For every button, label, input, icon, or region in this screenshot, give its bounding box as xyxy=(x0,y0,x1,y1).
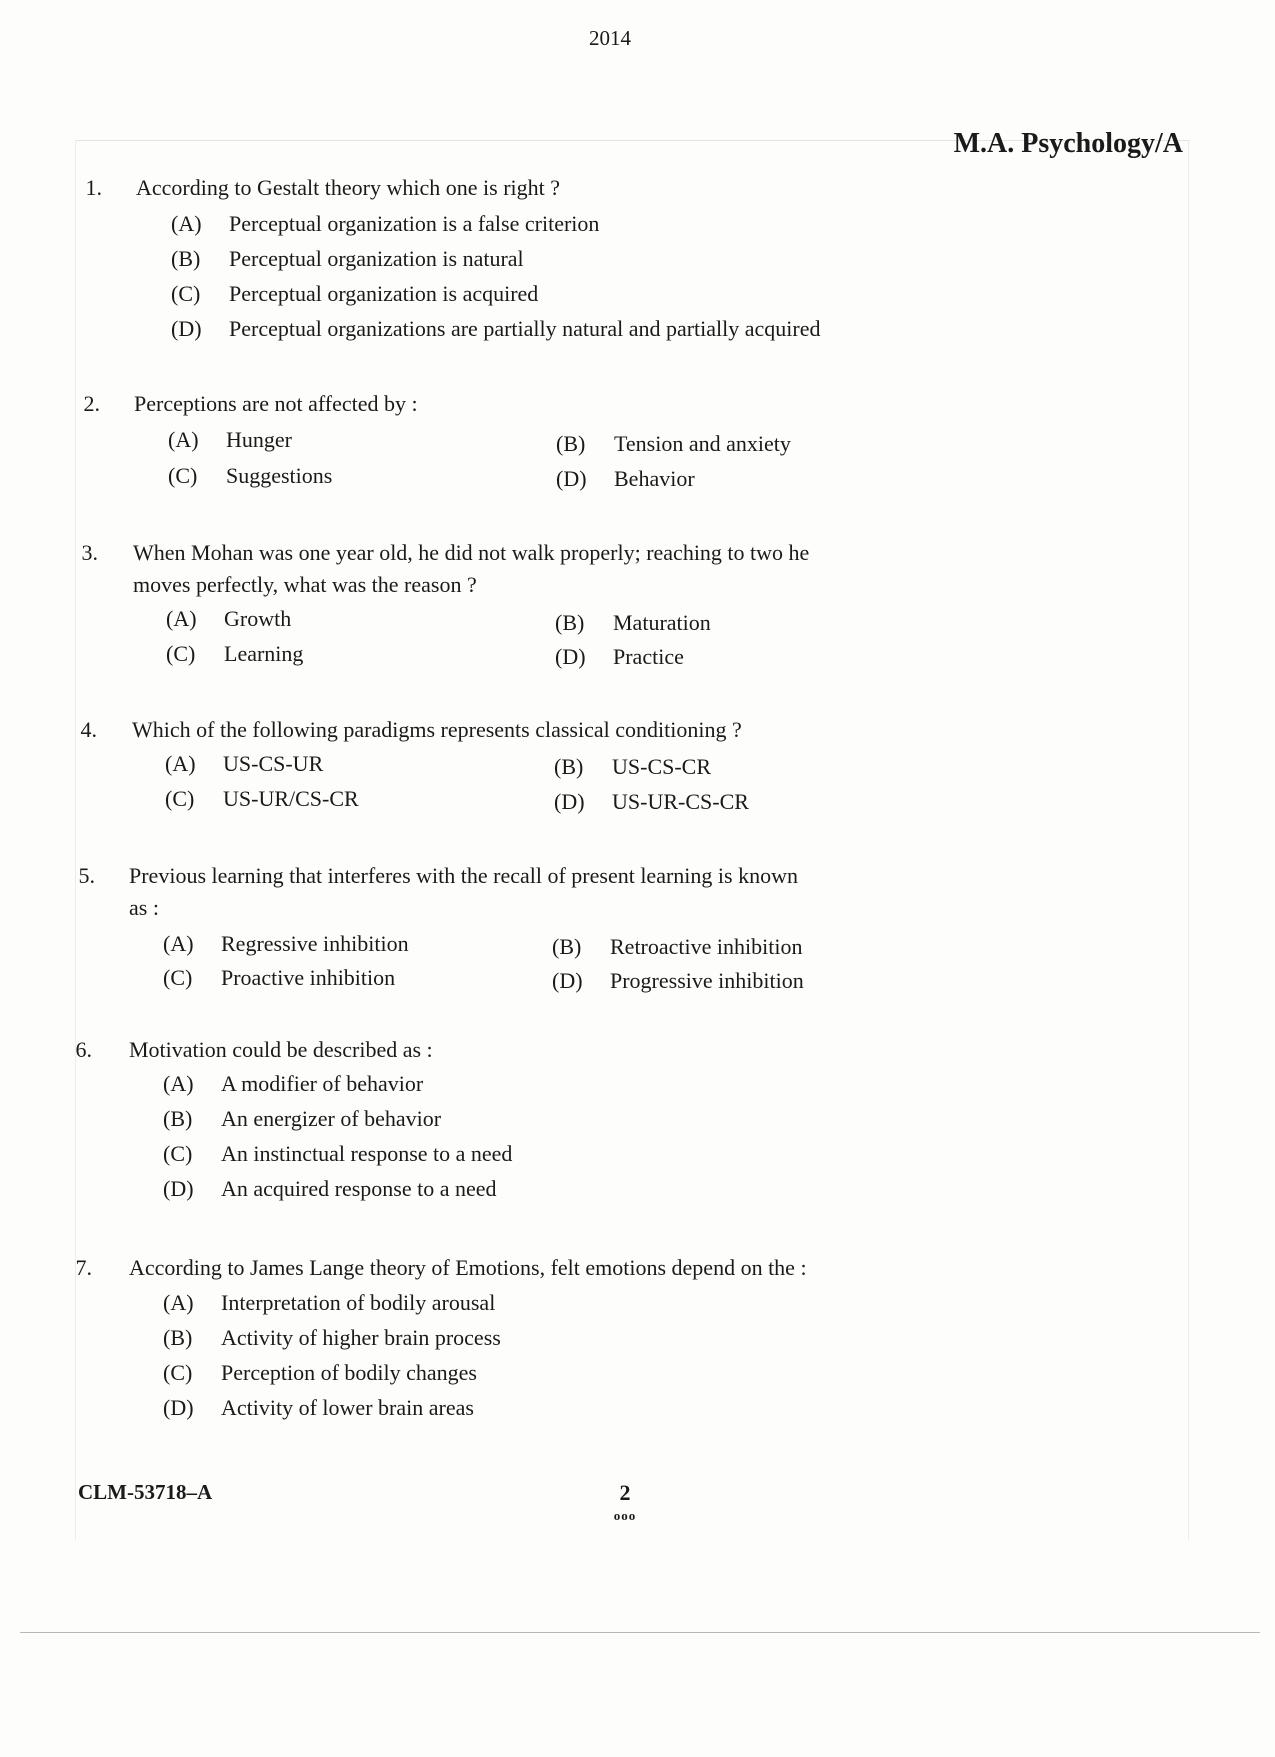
option-b: (B) Tension and anxiety xyxy=(556,431,791,456)
question-text: Which of the following paradigms represents classical conditioning ? xyxy=(132,717,742,742)
option-d: (D) An acquired response to a need xyxy=(163,1176,497,1201)
question-number: 3. xyxy=(81,540,98,565)
question-text-line-2: moves perfectly, what was the reason ? xyxy=(133,572,477,597)
option-c: (C) Learning xyxy=(166,641,304,666)
option-b: (B) Activity of higher brain process xyxy=(163,1325,501,1350)
option-a: (A) Hunger xyxy=(168,427,292,452)
question-text: Motivation could be described as : xyxy=(129,1037,433,1062)
frame-line xyxy=(75,140,76,1540)
question-number: 2. xyxy=(83,391,100,416)
page-marks: ooo xyxy=(613,1508,637,1523)
option-c: (C) Suggestions xyxy=(168,463,333,488)
bottom-rule xyxy=(20,1632,1260,1633)
question-number: 6. xyxy=(75,1037,92,1062)
page-number: 2 xyxy=(619,1480,631,1505)
option-a: (A) Perceptual organization is a false criterion xyxy=(171,211,600,236)
option-a: (A) Interpretation of bodily arousal xyxy=(163,1290,496,1315)
option-b: (B) Perceptual organization is natural xyxy=(171,246,524,271)
option-c: (C) Proactive inhibition xyxy=(163,965,396,990)
option-b: (B) Maturation xyxy=(555,610,711,635)
paper-title: M.A. Psychology/A xyxy=(953,128,1183,159)
option-b: (B) US-CS-CR xyxy=(554,754,712,779)
option-c: (C) Perceptual organization is acquired xyxy=(171,281,539,306)
option-d: (D) Behavior xyxy=(556,466,695,491)
question-number: 5. xyxy=(78,863,95,888)
question-text: According to James Lange theory of Emotions, felt emotions depend on the : xyxy=(129,1255,807,1280)
option-a: (A) A modifier of behavior xyxy=(163,1071,424,1096)
option-a: (A) US-CS-UR xyxy=(165,751,324,776)
question-text-line-2: as : xyxy=(129,895,159,920)
exam-year: 2014 xyxy=(589,26,631,50)
question-number: 4. xyxy=(80,717,97,742)
option-a: (A) Growth xyxy=(166,606,292,631)
option-b: (B) An energizer of behavior xyxy=(163,1106,442,1131)
option-d: (D) Perceptual organizations are partially natural and partially acquired xyxy=(171,316,821,341)
question-number: 7. xyxy=(75,1255,92,1280)
option-c: (C) An instinctual response to a need xyxy=(163,1141,513,1166)
option-b: (B) Retroactive inhibition xyxy=(552,934,803,959)
option-d: (D) Activity of lower brain areas xyxy=(163,1395,474,1420)
question-text-line-1: When Mohan was one year old, he did not walk properly; reaching to two he xyxy=(133,540,810,565)
option-d: (D) Progressive inhibition xyxy=(552,968,804,993)
option-d: (D) Practice xyxy=(555,644,684,669)
option-c: (C) Perception of bodily changes xyxy=(163,1360,477,1385)
option-a: (A) Regressive inhibition xyxy=(163,931,409,956)
question-text: Perceptions are not affected by : xyxy=(134,391,418,416)
question-number: 1. xyxy=(85,175,102,200)
question-text: According to Gestalt theory which one is right ? xyxy=(136,175,561,200)
question-text-line-1: Previous learning that interferes with the recall of present learning is known xyxy=(129,863,798,888)
option-c: (C) US-UR/CS-CR xyxy=(165,786,359,811)
option-d: (D) US-UR-CS-CR xyxy=(554,789,749,814)
frame-line xyxy=(1188,140,1189,1540)
paper-code: CLM-53718–A xyxy=(78,1480,213,1504)
